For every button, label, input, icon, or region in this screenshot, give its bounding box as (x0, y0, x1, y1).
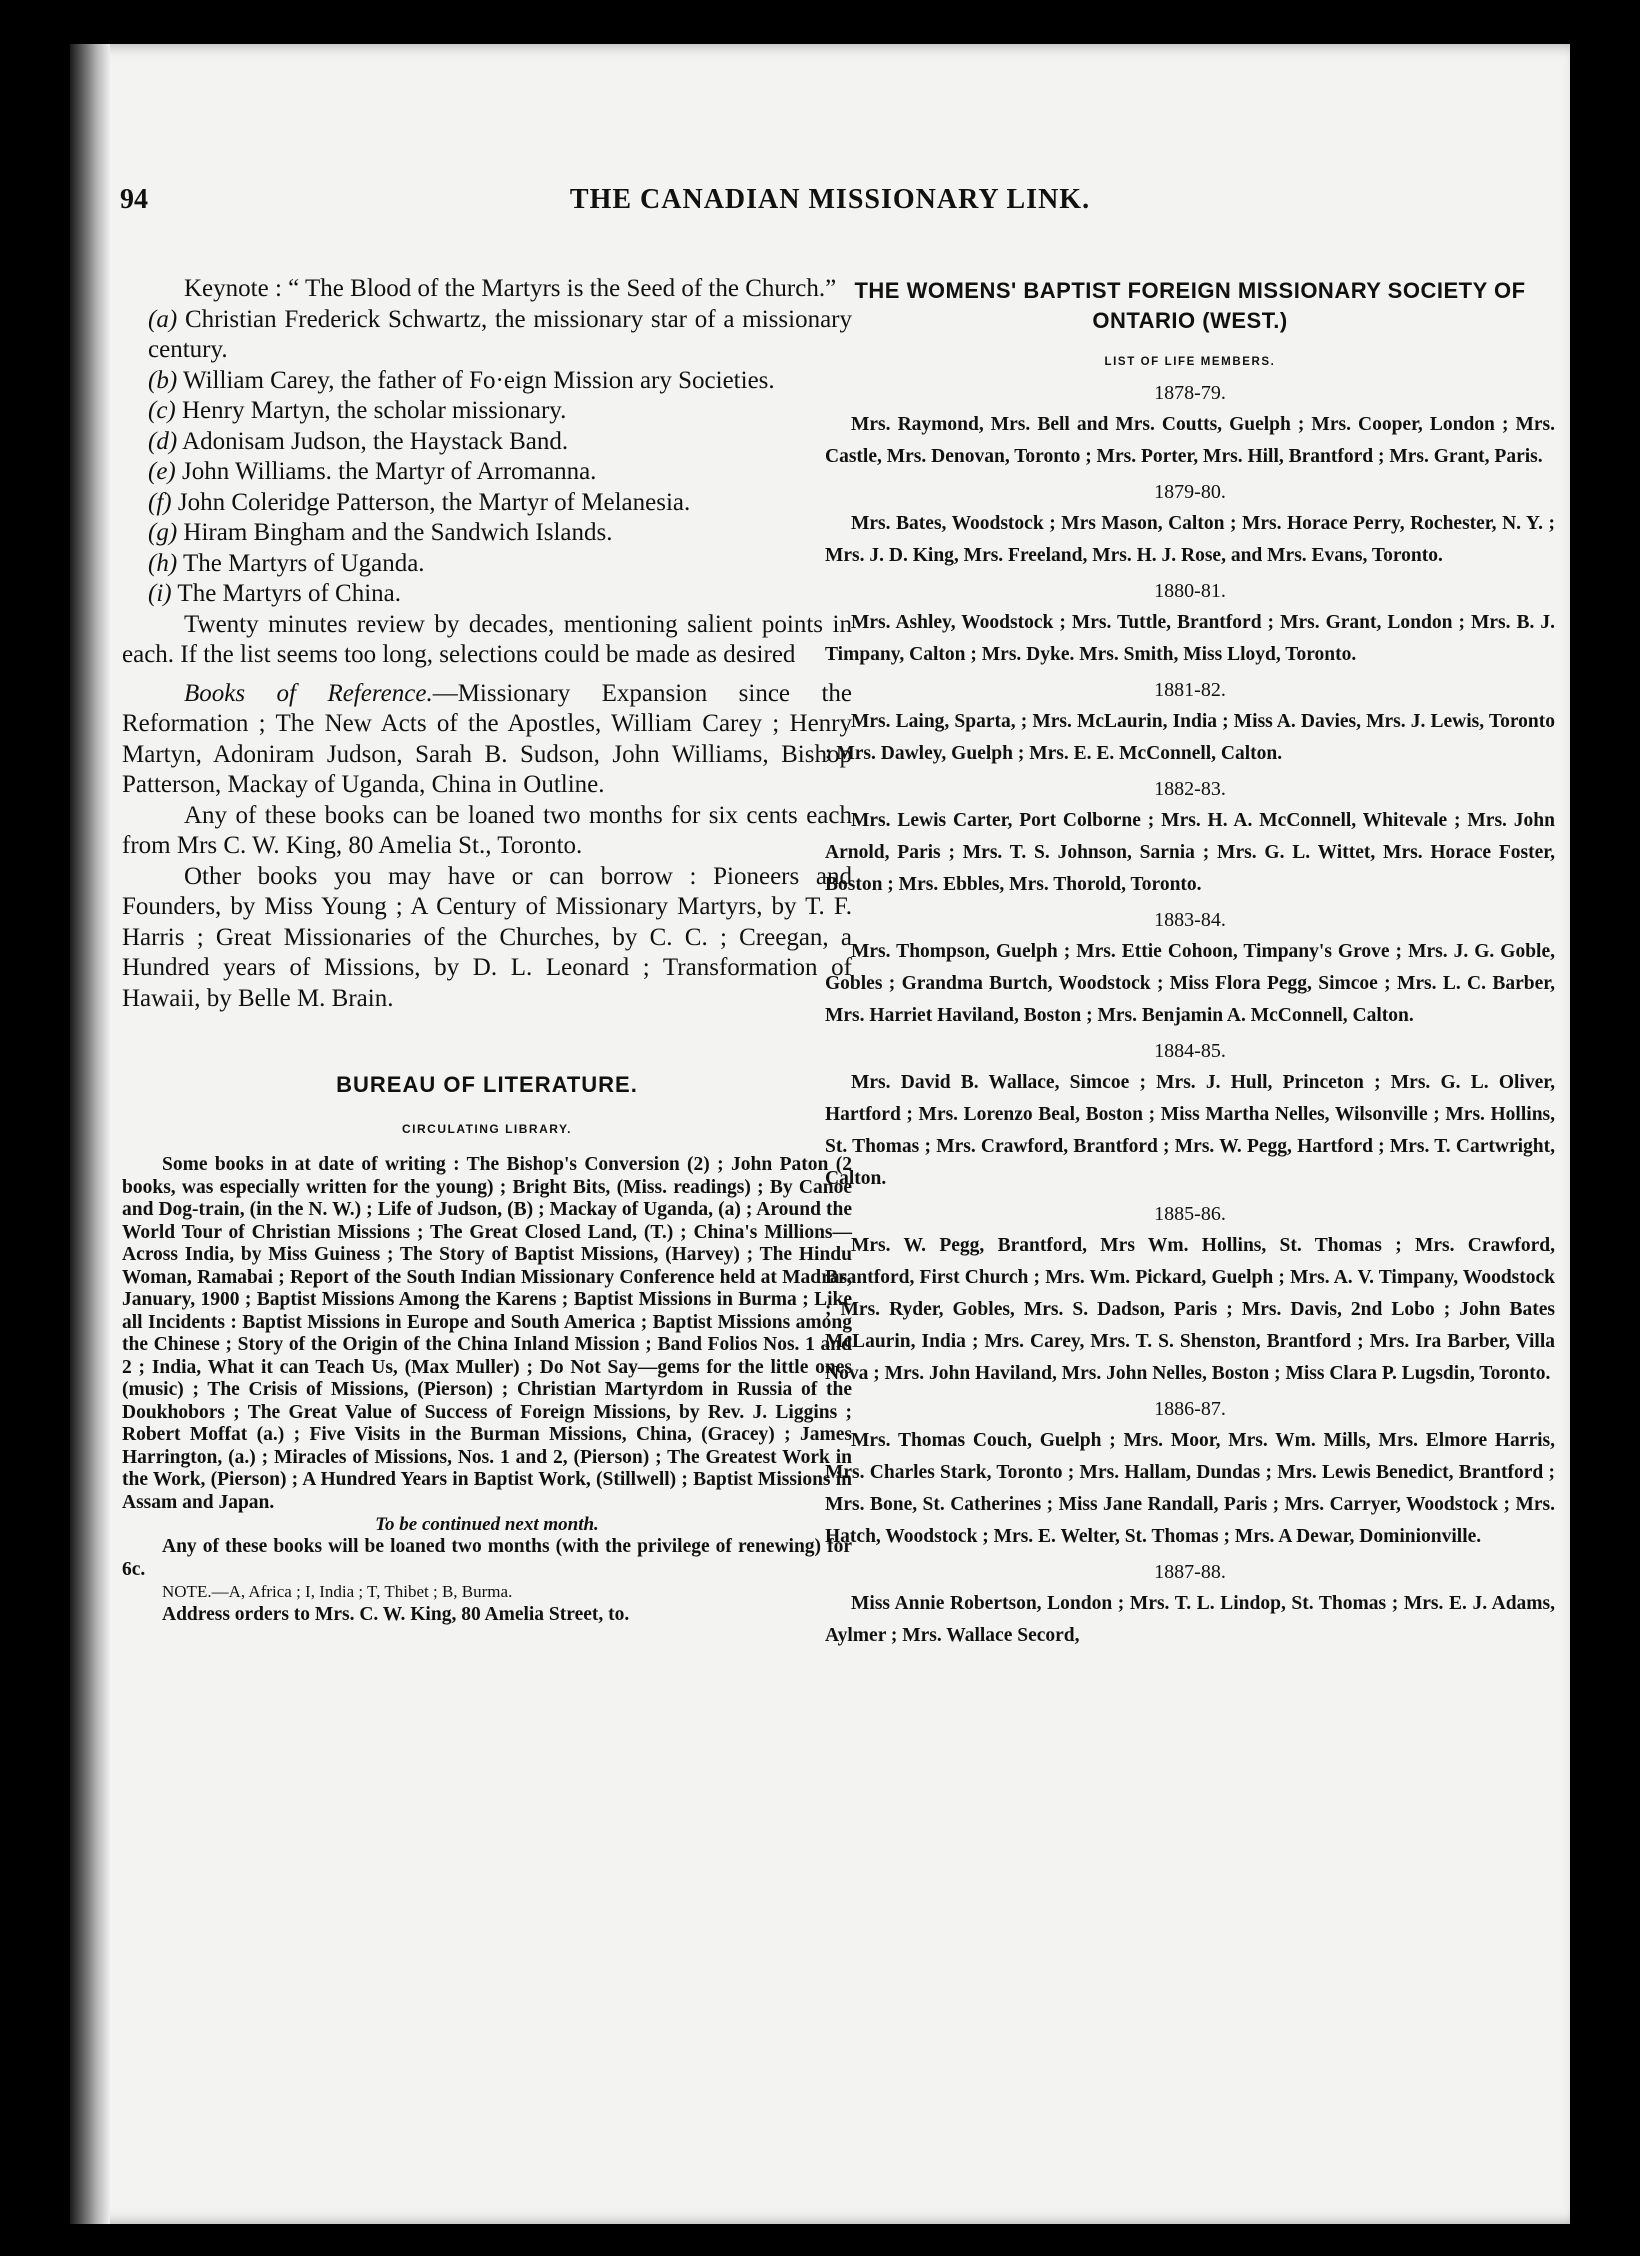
program-item-text: John Williams. the Martyr of Arromanna. (182, 458, 597, 485)
books-text: —Missionary Expansion since the Reformation ; The New Acts of the Apostles, William Carey ; Henry Martyn, Adoniram Judson, Sarah B. Sudson, John Williams, Bishop Patterson, Mackay of Uganda, China in Outline. (122, 679, 853, 798)
program-item-label: (b) (148, 366, 178, 394)
year-heading: 1887-88. (1154, 1561, 1226, 1583)
program-item-text: Adonisam Judson, the Haystack Band. (182, 427, 569, 455)
members-entry: Mrs. Laing, Sparta, ; Mrs. McLaurin, India ; Miss A. Davies, Mrs. J. Lewis, Toronto ; Mrs. Dawley, Guelph ; Mrs. E. E. McConnell, Calton. (825, 711, 1555, 764)
members-entry: Miss Annie Robertson, London ; Mrs. T. L. Lindop, St. Thomas ; Mrs. E. J. Adams, Aylmer ; Mrs. Wallace Secord, (825, 1593, 1555, 1646)
program-item-text: John Coleridge Patterson, the Martyr of Melanesia. (177, 488, 691, 516)
program-item (122, 579, 852, 610)
left-column (122, 274, 852, 1626)
program-item (122, 518, 852, 549)
life-members-subtitle: LIST OF LIFE MEMBERS. (1104, 356, 1276, 368)
page-header (120, 184, 1540, 224)
review-note: Twenty minutes review by decades, mentioning salient points in each. If the list seems too long, selections could be made as desired (122, 610, 852, 668)
program-item-label: (h) (148, 549, 178, 577)
program-item (122, 457, 852, 488)
program-item-text: William Carey, the father of Fo·eign Mission ary Societies. (182, 366, 775, 394)
books-of-reference (122, 679, 852, 801)
bureau-title: BUREAU OF LITERATURE. (336, 1072, 638, 1097)
program-item (122, 549, 852, 580)
other-books: Other books you may have or can borrow : Pioneers and Founders, by Miss Young ; A Century of Missionary Martyrs, by T. F. Harris ; Great Missionaries of the Churches, by C. C. ; Creegan, a Hundred years of Missions, by D. L. Leonard ; Transformation of Hawaii, by Belle M. Brain. (122, 862, 852, 1012)
address-note: Address orders to Mrs. C. W. King, 80 Amelia Street, to. (162, 1603, 630, 1625)
year-heading: 1884-85. (1154, 1040, 1226, 1062)
right-column (825, 276, 1555, 1652)
program-item-text: Hiram Bingham and the Sandwich Islands. (183, 519, 613, 546)
program-item (122, 305, 852, 366)
running-title: THE CANADIAN MISSIONARY LINK. (569, 184, 1091, 215)
year-heading: 1878-79. (1154, 382, 1226, 404)
members-entry: Mrs. Lewis Carter, Port Colborne ; Mrs. H. A. McConnell, Whitevale ; Mrs. John Arnold, Paris ; Mrs. T. S. Johnson, Sarnia ; Mrs. G. L. Wittet, Mrs. Horace Foster, Boston ; Mrs. Ebbles, Mrs. Thorold, Toronto. (825, 810, 1555, 895)
program-item (122, 427, 852, 458)
year-heading: 1886-87. (1154, 1398, 1226, 1420)
program-item-text: The Martyrs of China. (177, 580, 401, 607)
members-entry: Mrs. Raymond, Mrs. Bell and Mrs. Coutts, Guelph ; Mrs. Cooper, London ; Mrs. Castle, Mrs. Denovan, Toronto ; Mrs. Porter, Mrs. Hill, Brantford ; Mrs. Grant, Paris. (825, 414, 1555, 467)
members-entry: Mrs. Thomas Couch, Guelph ; Mrs. Moor, Mrs. Wm. Mills, Mrs. Elmore Harris, Mrs. Charles Stark, Toronto ; Mrs. Hallam, Dundas ; Mrs. Lewis Benedict, Brantford ; Mrs. Bone, St. Catherines ; Miss Jane Randall, Paris ; Mrs. Carryer, Woodstock ; Mrs. Hatch, Woodstock ; Mrs. E. Welter, St. Thomas ; Mrs. A Dewar, Dominionville. (825, 1430, 1555, 1547)
members-entry: Mrs. David B. Wallace, Simcoe ; Mrs. J. Hull, Princeton ; Mrs. G. L. Oliver, Hartford ; Mrs. Lorenzo Beal, Boston ; Miss Martha Nelles, Wilsonville ; Mrs. Hollins, St. Thomas ; Mrs. Crawford, Brantford ; Mrs. W. Pegg, Hartford ; Mrs. T. Cartwright, Calton. (825, 1072, 1555, 1189)
program-item-text: Christian Frederick Schwartz, the missionary star of a missionary century. (148, 305, 852, 363)
program-item-text: Henry Martyn, the scholar missionary. (182, 397, 567, 424)
loan-note: Any of these books can be loaned two months for six cents each from Mrs C. W. King, 80 Amelia St., Toronto. (122, 801, 852, 859)
martyrs-program (122, 274, 852, 1014)
abbrev-note: NOTE.—A, Africa ; I, India ; T, Thibet ; B, Burma. (162, 1582, 513, 1601)
members-entry: Mrs. W. Pegg, Brantford, Mrs Wm. Hollins, St. Thomas ; Mrs. Crawford, Brantford, First Church ; Mrs. Wm. Pickard, Guelph ; Mrs. A. V. Timpany, Woodstock ; Mrs. Ryder, Gobles, Mrs. S. Dadson, Paris ; Mrs. Davis, 2nd Lobo ; John Bates McLaurin, India ; Mrs. Carey, Mrs. T. S. Shenston, Brantford ; Mrs. Ira Barber, Villa Nova ; Mrs. John Haviland, Mrs. John Nelles, Boston ; Miss Clara P. Lugsdin, Toronto. (825, 1235, 1555, 1384)
program-item-label: (g) (148, 519, 178, 546)
program-item-label: (e) (148, 458, 176, 485)
year-heading: 1882-83. (1154, 778, 1226, 800)
bureau-body-block (122, 1154, 852, 1626)
members-entry: Mrs. Ashley, Woodstock ; Mrs. Tuttle, Brantford ; Mrs. Grant, London ; Mrs. B. J. Timpany, Calton ; Mrs. Dyke. Mrs. Smith, Miss Lloyd, Toronto. (825, 612, 1555, 665)
program-item-label: (c) (148, 397, 176, 424)
bureau-body: Some books in at date of writing : The Bishop's Conversion (2) ; John Paton (2 books, was especially written for the young) ; Bright Bits, (Miss. readings) ; By Canoe and Dog-train, (in the N. W.) ; Life of Judson, (B) ; Mackay of Uganda, (a) ; Around the World Tour of Christian Missions ; The Great Closed Land, (T.) ; China's Millions—Across India, by Miss Guiness ; The Story of Baptist Missions, (Harvey) ; The Hindu Woman, Ramabai ; Report of the South Indian Missionary Conference held at Madras, January, 1900 ; Baptist Missions Among the Karens ; Baptist Missions in Burma ; Like all Incidents : Baptist Missions in Europe and South America ; Baptist Missions among the Chinese ; Story of the Origin of the China Inland Mission ; Band Folios Nos. 1 and 2 ; India, What it can Teach Us, (Max Muller) ; Do Not Say—gems for the little ones (music) ; The Crisis of Missions, (Pierson) ; Christian Martyrdom in Russia of the Doukhobors ; The Great Value of Success of Foreign Missions, by Rev. J. Liggins ; Robert Moffat (a.) ; Five Visits in the Burman Missions, China, (Gracey) ; James Harrington, (a.) ; Miracles of Missions, Nos. 1 and 2, (Pierson) ; The Greatest Work in the Work, (Pierson) ; A Hundred Years in Baptist Work, (Stillwell) ; Baptist Missions in Assam and Japan. (122, 1154, 852, 1513)
program-item (122, 488, 852, 519)
year-heading: 1885-86. (1154, 1203, 1226, 1225)
continued-note: To be continued next month. (375, 1514, 599, 1535)
program-item-text: The Martyrs of Uganda. (182, 549, 425, 577)
year-heading: 1881-82. (1154, 679, 1226, 701)
program-item (122, 366, 852, 397)
society-title: THE WOMENS' BAPTIST FOREIGN MISSIONARY SOCIETY OF ONTARIO (WEST.) (854, 278, 1526, 333)
program-items (122, 305, 852, 610)
life-members-list (825, 382, 1555, 1652)
page-number: 94 (120, 184, 148, 215)
program-item-label: (d) (148, 427, 178, 455)
year-heading: 1883-84. (1154, 909, 1226, 931)
program-item-label: (i) (148, 580, 172, 607)
magazine-page (70, 44, 1570, 2224)
year-heading: 1879-80. (1154, 481, 1226, 503)
bureau-loan: Any of these books will be loaned two months (with the privilege of renewing) for 6c. (122, 1536, 852, 1580)
year-heading: 1880-81. (1154, 580, 1226, 602)
books-label: Books of Reference. (184, 679, 433, 707)
members-entry: Mrs. Thompson, Guelph ; Mrs. Ettie Cohoon, Timpany's Grove ; Mrs. J. G. Goble, Gobles ; Grandma Burtch, Woodstock ; Miss Flora Pegg, Simcoe ; Mrs. L. C. Barber, Mrs. Harriet Haviland, Boston ; Mrs. Benjamin A. McConnell, Calton. (825, 941, 1555, 1026)
members-entry: Mrs. Bates, Woodstock ; Mrs Mason, Calton ; Mrs. Horace Perry, Rochester, N. Y. ; Mrs. J. D. King, Mrs. Freeland, Mrs. H. J. Rose, and Mrs. Evans, Toronto. (825, 513, 1555, 566)
program-item (122, 396, 852, 427)
program-item-label: (a) (148, 305, 178, 333)
page-binding-edge (70, 44, 110, 2224)
keynote: Keynote : “ The Blood of the Martyrs is the Seed of the Church.” (184, 275, 837, 302)
bureau-subtitle: CIRCULATING LIBRARY. (402, 1122, 572, 1136)
program-item-label: (f) (148, 488, 172, 516)
